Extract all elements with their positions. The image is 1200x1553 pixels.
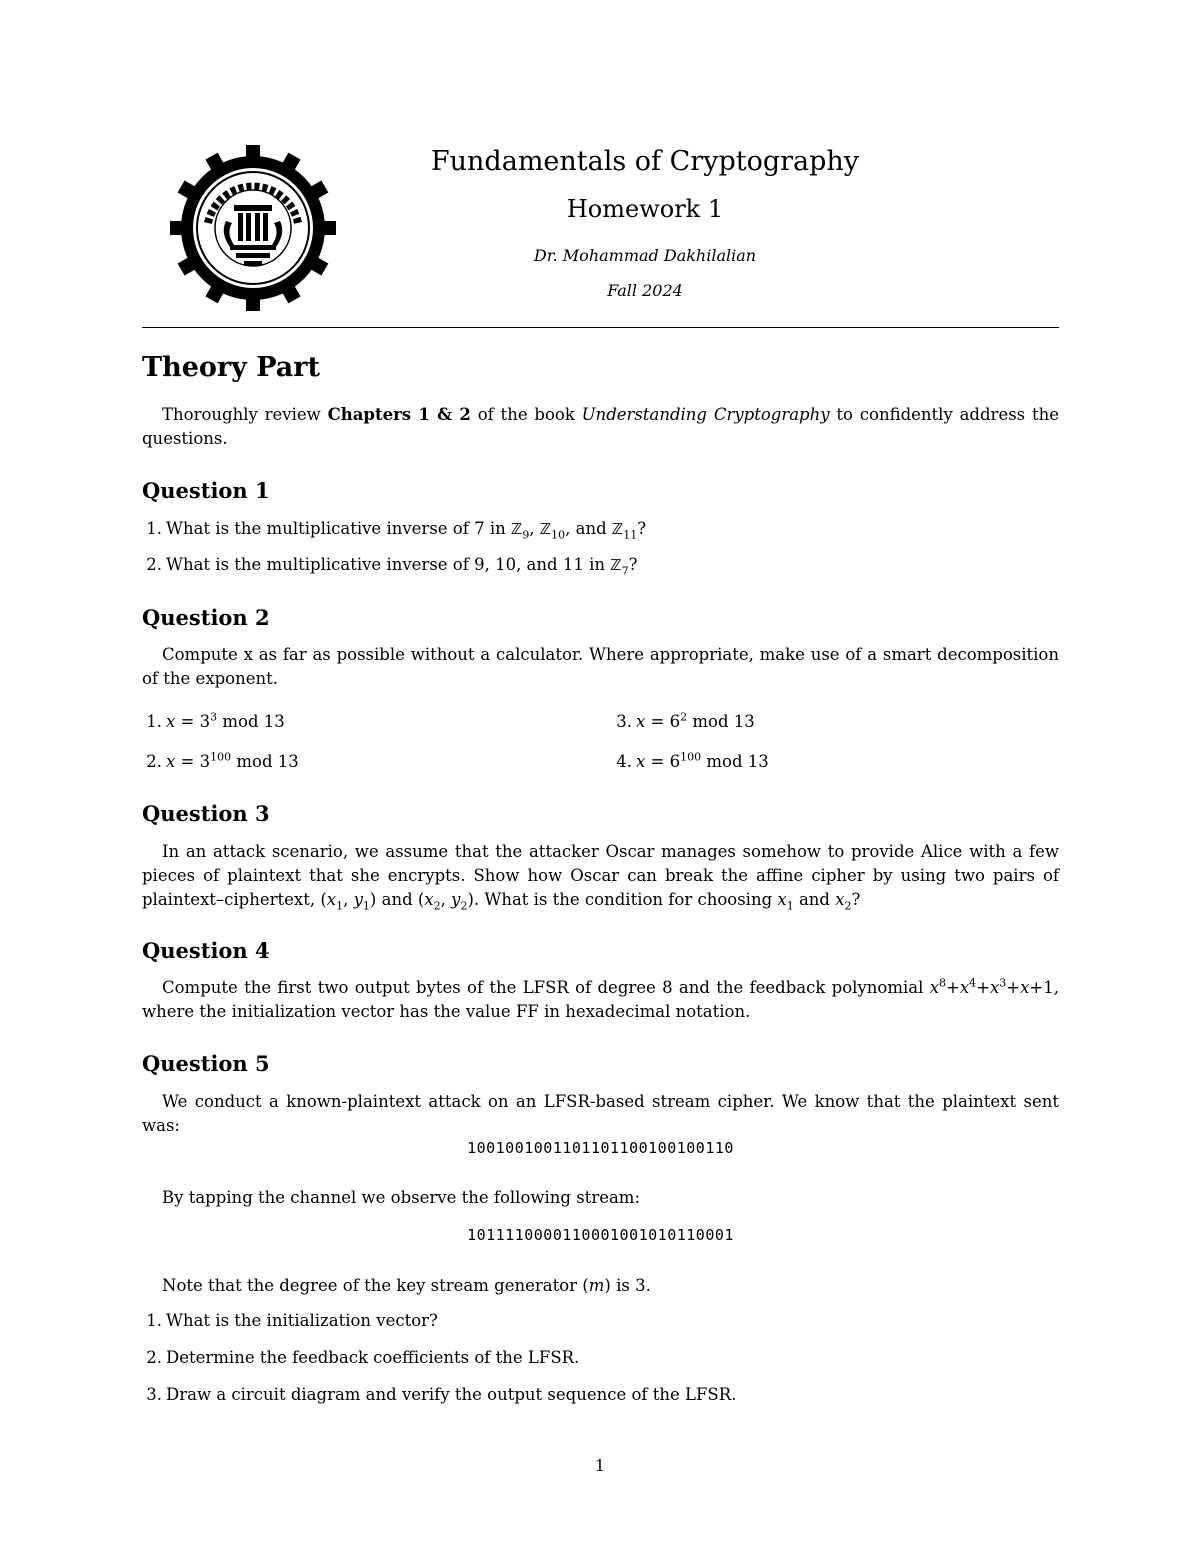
university-logo [168, 143, 338, 313]
document-subtitle: Homework 1 [566, 195, 724, 223]
modulus: mod 13 [706, 752, 769, 771]
modulus: mod 13 [222, 712, 285, 731]
question-1-heading: Question 1 [142, 478, 270, 503]
subscript: 10 [551, 528, 566, 542]
plaintext-bits: 1001001001101101100100100110 [467, 1139, 734, 1157]
item-number: 3. [616, 712, 632, 731]
intro-text: Thoroughly review [162, 405, 328, 424]
intro-text: of the book [470, 405, 582, 424]
question-2-item-1: 1. $x = 3^3$ mod 13 [136, 710, 285, 734]
integers-symbol: ℤ [611, 520, 624, 538]
question-2-text: Compute x as far as possible without a calculator. Where appropriate, make use of a smart decomposition of the exponent. [142, 645, 1059, 688]
base: 3 [199, 712, 211, 731]
question-5-degree-note: Note that the degree of the key stream generator (m) is 3. [162, 1276, 651, 1295]
item-number: 4. [616, 752, 632, 771]
question-3-text: In an attack scenario, we assume that the attacker Oscar manages somehow to provide Alice with a few pieces of plaintext that she encrypts. Show how Oscar can break the affine cipher by using two pairs of plaintext–ciphertext, ($x_1$, $y_1$) and ($x_2$, $y_2$). What is the condition for choosing $x_1$ and $x_2$? [142, 842, 1059, 913]
exponent: 100 [210, 750, 232, 764]
author-name: Dr. Mohammad Dakhilalian [533, 246, 757, 265]
question-4-text: Compute the first two output bytes of the LFSR of degree 8 and the feedback polynomial $x^8+x^4+x^3+x+1$, where the initialization vector has the value FF in hexadecimal notation. [142, 976, 1059, 1021]
question-2-item-4: 4. $x = 6^{100}$ mod 13 [606, 750, 769, 774]
question-text: In an attack scenario, we assume that the attacker Oscar manages somehow to provide Alice with a few pieces of plaintext that she encrypts. Show how Oscar can break the affine cipher by using two pairs of plaintext–ciphertext, [142, 842, 1059, 909]
item-number: 1. [146, 712, 162, 731]
question-5-item-2 [136, 1346, 579, 1370]
document-title: Fundamentals of Cryptography [430, 146, 860, 177]
subscript: 11 [623, 528, 638, 542]
item-text: Determine the feedback coefficients of the LFSR. [166, 1348, 580, 1367]
section-heading: Theory Part [142, 352, 320, 383]
question-3-heading: Question 3 [142, 801, 270, 826]
subscript: 7 [621, 564, 629, 578]
observed-stream-bits: 1011110000110001001010110001 [467, 1226, 734, 1244]
item-text: , and [565, 519, 612, 538]
question-text: . What is the condition for choosing [473, 890, 778, 909]
exponent: 2 [680, 710, 688, 724]
item-text: What is the initialization vector? [166, 1311, 438, 1330]
header-divider [142, 327, 1059, 328]
item-number: 3. [146, 1385, 162, 1404]
item-text: What is the multiplicative inverse of 7 in [166, 519, 511, 538]
base: 6 [669, 712, 681, 731]
exponent: 100 [680, 750, 702, 764]
question-text: ) is 3. [604, 1276, 651, 1295]
item-text: What is the multiplicative inverse of 9, 10, and 11 in [166, 555, 611, 574]
question-2-item-3: 3. $x = 6^2$ mod 13 [606, 710, 755, 734]
integers-symbol: ℤ [610, 556, 622, 574]
question-text: , where the initialization vector has the value FF in hexadecimal notation. [142, 978, 1059, 1021]
question-2-heading: Question 2 [142, 605, 270, 630]
question-5-stream-text: By tapping the channel we observe the following stream: [162, 1188, 641, 1207]
item-number: 2. [146, 752, 162, 771]
question-5-item-1 [136, 1309, 438, 1333]
page-number: 1 [594, 1456, 606, 1475]
intro-paragraph [142, 403, 1059, 451]
item-number: 2. [146, 555, 162, 574]
question-1-item-1: 1. What is the multiplicative inverse of 7 in ℤ$_9$, ℤ$_{10}$, and ℤ$_{11}$? [136, 517, 646, 541]
item-number: 2. [146, 1348, 162, 1367]
intro-chapters: Chapters 1 & 2 [327, 405, 471, 424]
question-5-text: We conduct a known-plaintext attack on an LFSR-based stream cipher. We know that the plaintext sent was: [142, 1092, 1059, 1135]
modulus: mod 13 [236, 752, 299, 771]
question-5-item-3 [136, 1383, 736, 1407]
integers-symbol: ℤ [510, 520, 523, 538]
intro-text: to confidently address the questions. [142, 405, 1059, 448]
item-text: Draw a circuit diagram and verify the output sequence of the LFSR. [166, 1385, 737, 1404]
base: 6 [669, 752, 681, 771]
question-1-item-2: 2. What is the multiplicative inverse of 9, 10, and 11 in ℤ$_7$? [136, 553, 637, 577]
item-number: 1. [146, 519, 162, 538]
exponent: 3 [210, 710, 218, 724]
modulus: mod 13 [692, 712, 755, 731]
question-2-item-2: 2. $x = 3^{100}$ mod 13 [136, 750, 299, 774]
subscript: 9 [522, 528, 530, 542]
integers-symbol: ℤ [539, 520, 552, 538]
base: 3 [199, 752, 211, 771]
intro-book-title: Understanding Cryptography [581, 405, 830, 424]
question-text: Compute the first two output bytes of the LFSR of degree 8 and the feedback polynomial [162, 978, 930, 997]
item-number: 1. [146, 1311, 162, 1330]
question-4-heading: Question 4 [142, 938, 270, 963]
question-5-heading: Question 5 [142, 1051, 270, 1076]
question-text: Note that the degree of the key stream generator ( [162, 1276, 589, 1295]
term-label: Fall 2024 [607, 281, 683, 300]
